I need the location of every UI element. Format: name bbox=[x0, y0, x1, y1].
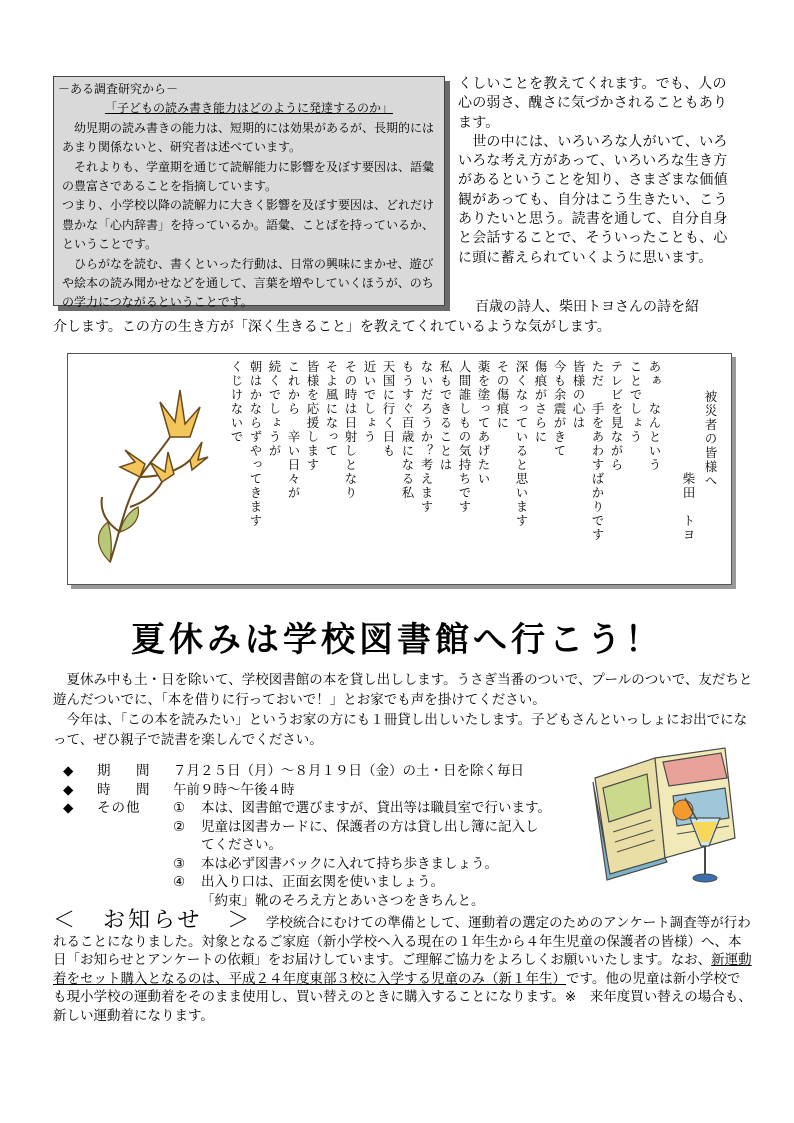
poem-line: 薬を塗ってあげたい bbox=[476, 360, 491, 486]
item-text: 本は必ず図書バックに入れて持ち歩きましょう。 bbox=[201, 855, 498, 872]
research-box bbox=[53, 76, 445, 310]
poem-line: 続くでしょうが bbox=[267, 360, 282, 458]
detail-item bbox=[63, 873, 603, 892]
research-paragraph: 幼児期の読み書きの能力は、短期的には効果があるが、長期的にはあまり関係ないと、研究者は述べています。 bbox=[62, 120, 435, 155]
poem-line: 皆様の心は bbox=[571, 360, 586, 430]
item-text: 本は、図書館で選びますが、貸出等は職員室で行います。 bbox=[201, 800, 551, 816]
detail-value: ７月２５日（月）～８月１９日（金）の土・日を除く毎日 bbox=[173, 763, 524, 779]
item-number: ④ bbox=[173, 874, 186, 890]
poem-line: 皆様を応援します bbox=[305, 360, 320, 472]
poem-line: もうすぐ百歳になる私 bbox=[400, 360, 415, 500]
poem-line: これから 辛い日々が bbox=[286, 360, 301, 500]
poem-line: 天国に行く日も bbox=[381, 360, 396, 458]
diamond-bullet-icon: ◆ bbox=[63, 800, 74, 816]
item-number: ② bbox=[173, 818, 186, 835]
details-list bbox=[63, 762, 603, 910]
open-book-drink-clipart bbox=[585, 738, 747, 888]
detail-row-other bbox=[63, 799, 603, 818]
summer-paragraph: 夏休み中も土・日を除いて、学校図書館の本を貸し出しします。うさぎ当番のついで、プールのついで、友だちと遊んだついでに、「本を借りに行っておいで！」とお家でも声を掛けてください。 bbox=[53, 672, 753, 708]
poem-line: 今も余震がきて bbox=[552, 360, 567, 458]
research-subheading: 「子どもの読み書き能力はどのように発達するのか」 bbox=[104, 101, 393, 116]
poem-line: 私もできることは bbox=[438, 360, 453, 472]
poem-line: 深くなっていると思います bbox=[514, 360, 529, 528]
diamond-bullet-icon: ◆ bbox=[63, 781, 74, 798]
item-number: ③ bbox=[173, 855, 186, 872]
poem-line: ないだろうか？考えます bbox=[419, 360, 434, 514]
poem-line: そよ風になって bbox=[324, 360, 339, 458]
notice-underlined-text: 新運動着をセット購入となるのは、平成２４年度東部３校に入学する児童のみ（新１年生） bbox=[53, 952, 752, 987]
item-text: 児童は図書カードに、保護者の方は貸し出し簿に記入し bbox=[201, 818, 539, 835]
research-paragraph: つまり、小学校以降の読解力に大きく影響を及ぼす要因は、どれだけ豊かな「心内辞書」を持っているか。語彙、ことばを持っているか、ということです。 bbox=[62, 198, 435, 252]
poem-line: ことでしょう bbox=[628, 360, 643, 444]
detail-row-time bbox=[63, 781, 603, 800]
poem-line: ただ 手をあわすばかりです bbox=[590, 360, 605, 542]
poem-intro-line: 百歳の詩人、柴田トヨさんの詩を紹 bbox=[475, 299, 699, 315]
notice-text-part: 学校統合にむけての準備として、運動着の選定のためのアンケート調査等が行われることになりました。対象となるご家庭（新小学校へ入る現在の１年生から４年生児童の保護者の皆様）へ、本日「お知らせとアンケートの依頼」をお届けしています。ご理解ご協力をよろしくお願いいたします。なお、 bbox=[53, 915, 751, 968]
notice-text bbox=[53, 908, 753, 1025]
detail-label: 期 間 bbox=[97, 763, 156, 779]
detail-item bbox=[63, 818, 603, 837]
essay-paragraph: くしいことを教えてくれます。でも、人の心の弱さ、醜さに気づかされることもあります。 bbox=[458, 76, 728, 131]
detail-item bbox=[63, 855, 603, 874]
diamond-bullet-icon: ◆ bbox=[63, 763, 74, 779]
item-number: ① bbox=[173, 800, 186, 816]
item-text: 出入り口は、正面玄関を使いましょう。 bbox=[201, 874, 444, 890]
poem-line: テレビを見ながら bbox=[609, 360, 624, 472]
research-paragraph: ひらがなを読む、書くといった行動は、日常の興味にまかせ、遊びや絵本の読み聞かせなどを通して、言葉を増やしていくほうが、のちの学力につながるということです。 bbox=[62, 256, 434, 310]
poem-author: 柴田 トヨ bbox=[681, 472, 696, 542]
notice-section bbox=[53, 908, 753, 1025]
research-paragraph: それよりも、学童期を通じて読解能力に影響を及ぼす要因は、語彙の豊富さであることを指摘しています。 bbox=[62, 159, 435, 194]
poem-line: 傷痕がさらに bbox=[533, 360, 548, 444]
poem-line: くじけないで bbox=[229, 360, 244, 444]
poem-line: 朝はかならずやってきます bbox=[248, 360, 263, 528]
detail-label: その他 bbox=[97, 800, 141, 816]
item-text: てください。 bbox=[201, 837, 282, 853]
poem-line: 人間誰しもの気持ちです bbox=[457, 360, 472, 514]
summer-paragraph: 今年は、「この本を読みたい」というお家の方にも１冊貸し出しいたします。子どもさんといっしょにお出でになって、ぜひ親子で読書を楽しんでください。 bbox=[53, 712, 748, 748]
research-heading: －ある調査研究から－ bbox=[58, 82, 179, 96]
poem-intro-line: 介します。この方の生き方が「深く生きること」を教えてくれているような気がします。 bbox=[53, 319, 611, 335]
detail-row-period bbox=[63, 762, 603, 781]
poem-title: 被災者の皆様へ bbox=[703, 390, 718, 488]
poem-line: その傷痕に bbox=[495, 360, 510, 430]
poem-intro bbox=[53, 297, 753, 337]
page-headline: 夏休みは学校図書館へ行こう！ bbox=[131, 620, 663, 660]
essay-paragraph: 世の中には、いろいろな人がいて、いろいろな考え方があって、いろいろな生き方があるということを知り、さまざまな価値観があっても、自分はこう生きたい、こうありたいと思う。読書を通して、自分自身と会話することで、そういったことも、心に頭に蓄えられていくように思います。 bbox=[458, 133, 728, 266]
lily-flower-illustration bbox=[90, 382, 210, 567]
poem-box bbox=[67, 353, 732, 585]
poem-line: その時は日射しとなり bbox=[343, 360, 358, 500]
notice-text-part: です。他の児童は新小学校でも現小学校の運動着をそのまま使用し、買い替えのときに購入することになります。※ 来年度買い替えの場合も、新しい運動着になります。 bbox=[53, 970, 752, 1024]
essay-column bbox=[458, 75, 740, 268]
detail-item bbox=[63, 836, 603, 855]
item-text: 「約束」靴のそろえ方とあいさつをきちんと。 bbox=[201, 892, 485, 909]
detail-label: 時 間 bbox=[97, 781, 156, 798]
poem-line: 近いでしょう bbox=[362, 360, 377, 444]
notice-heading: ＜ お知らせ ＞ bbox=[53, 908, 253, 933]
detail-value: 午前９時～午後４時 bbox=[173, 781, 295, 798]
poem-line: あぁ なんという bbox=[647, 360, 662, 472]
